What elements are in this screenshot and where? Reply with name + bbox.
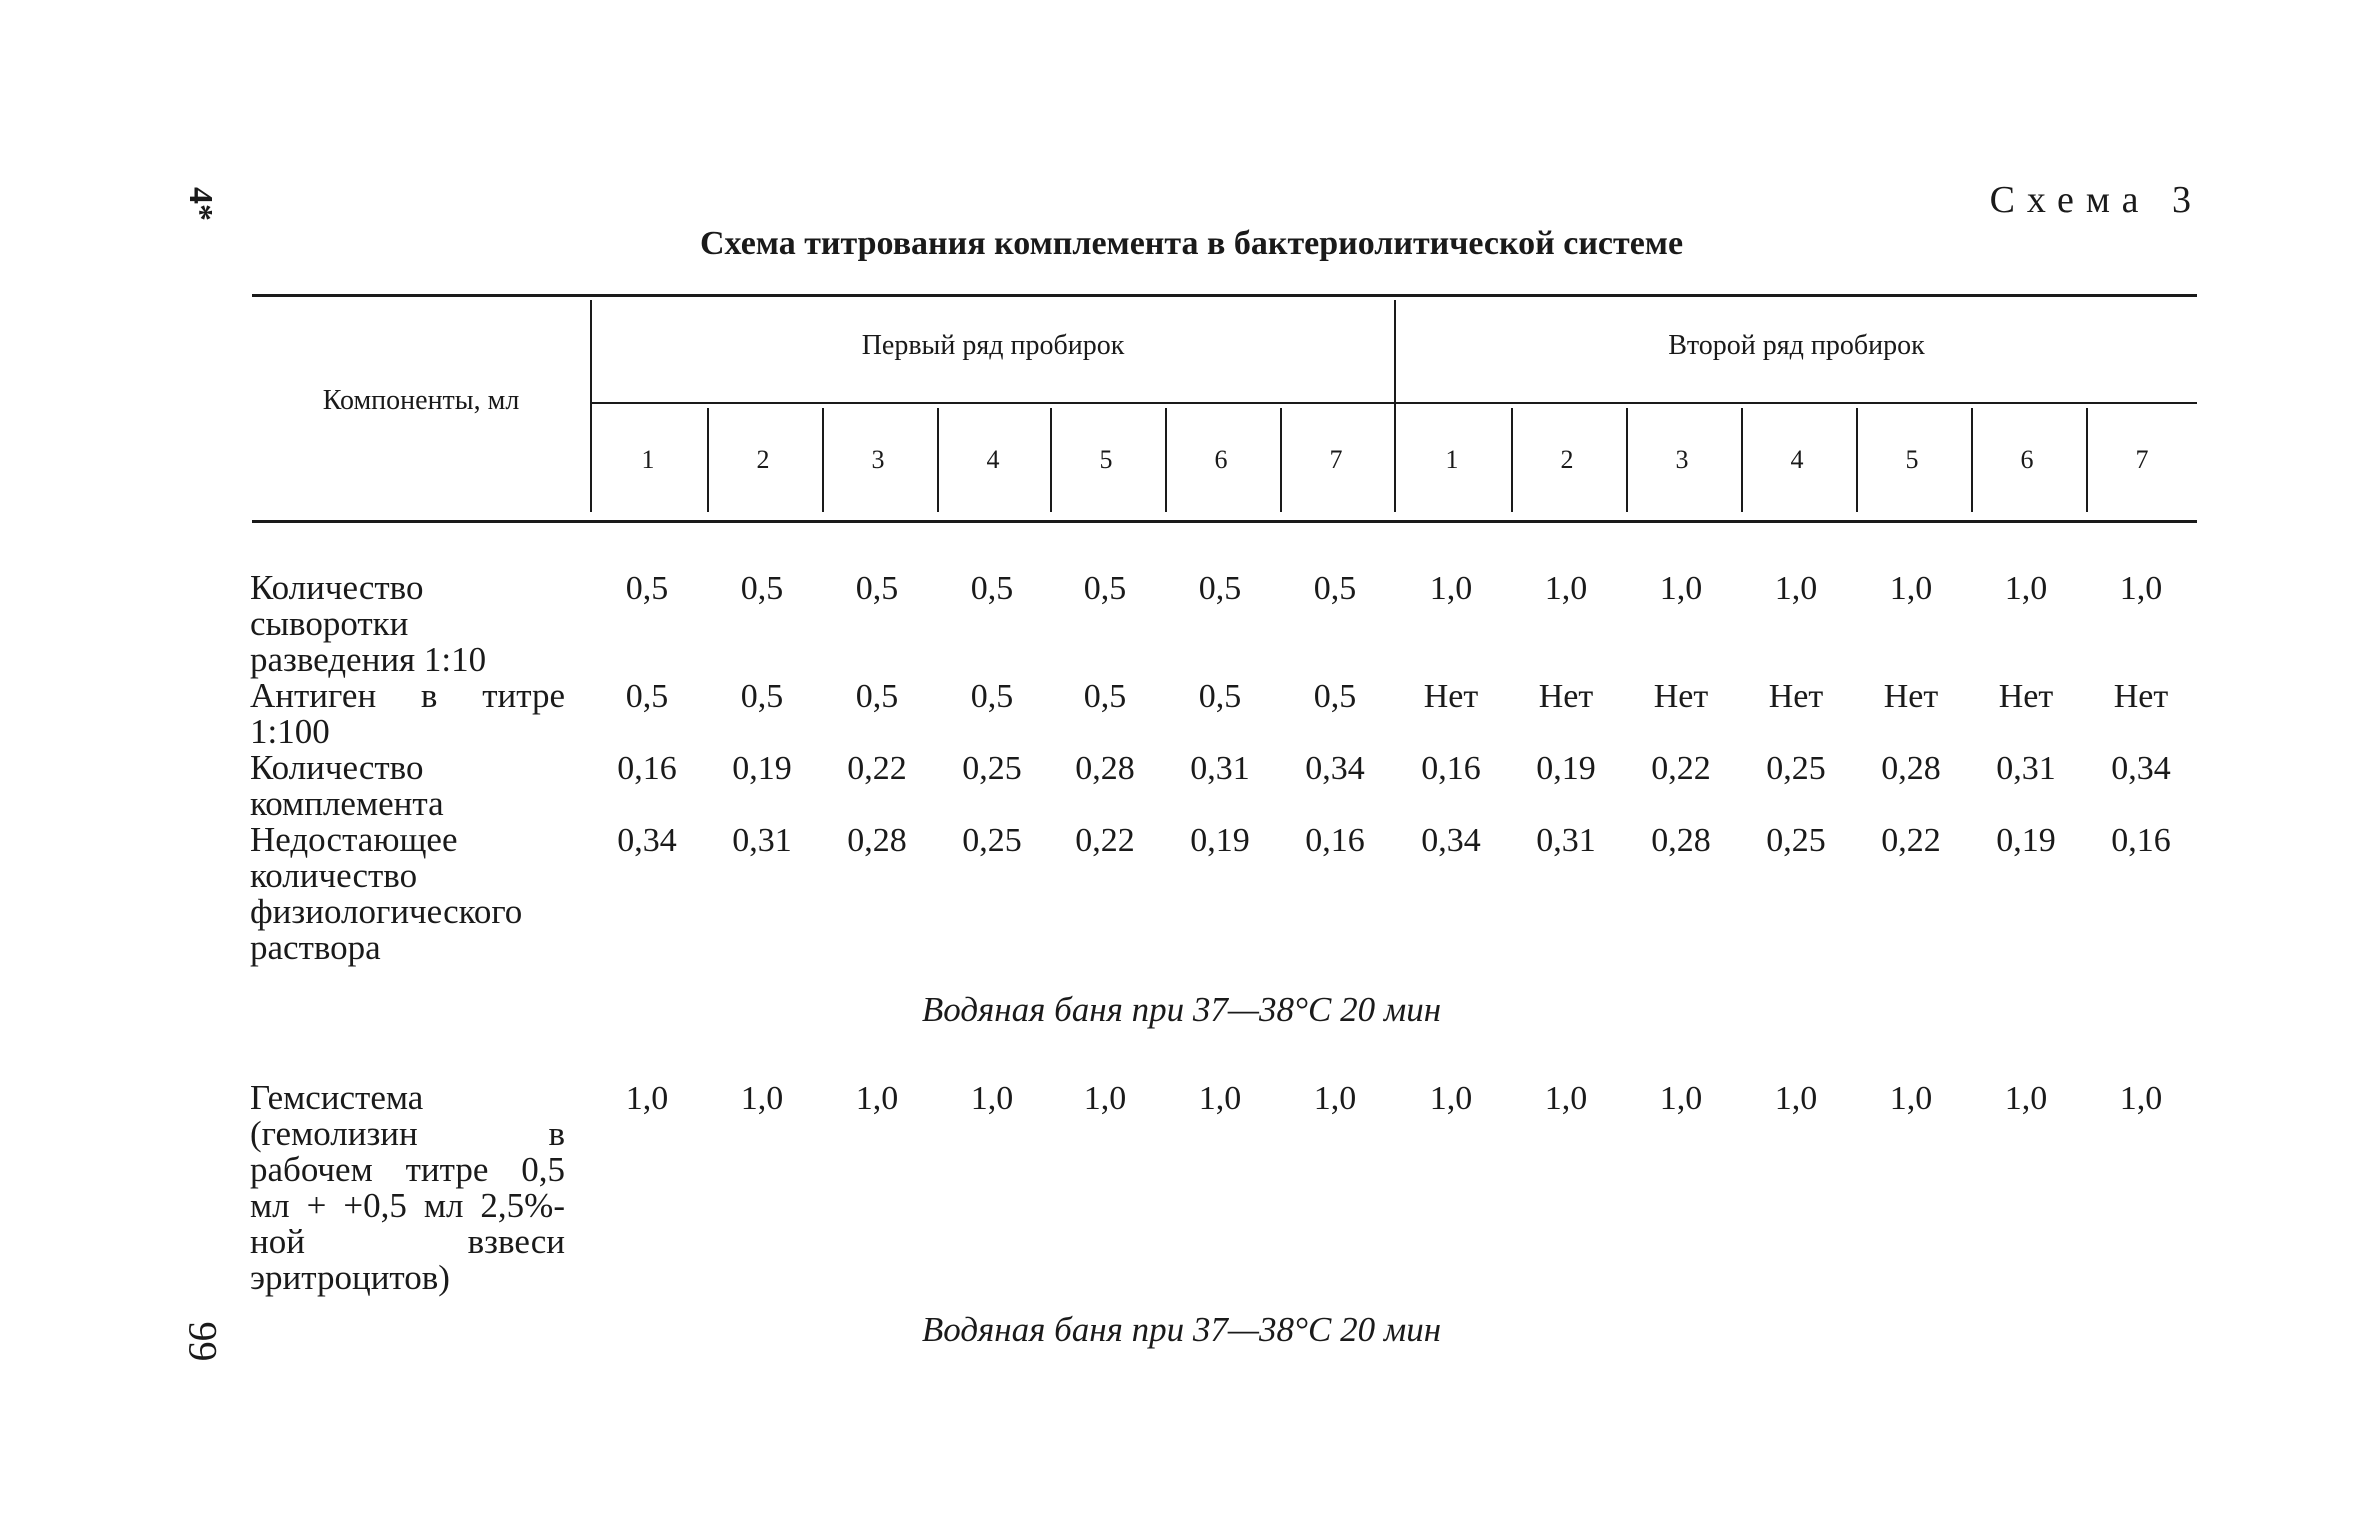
table-cell: 1,0: [2119, 570, 2163, 607]
page-side-mark: 4*: [182, 187, 219, 221]
table-cell: 0,22: [1075, 822, 1135, 859]
table-column-divider: [1741, 408, 1743, 512]
table-cell: 0,16: [2111, 822, 2171, 859]
table-cell: 1,0: [855, 1080, 899, 1117]
row-label-serum: Количество сыворотки разведения 1:10: [250, 568, 487, 679]
table-cell: 0,19: [1190, 822, 1250, 859]
table-cell: 0,5: [740, 570, 784, 607]
table-column-divider: [707, 408, 709, 512]
table-column-divider: [1626, 408, 1628, 512]
table-cell: 0,16: [1305, 822, 1365, 859]
table-cell: 1,0: [1083, 1080, 1127, 1117]
table-header-bottom-rule: [252, 520, 2197, 523]
table-column-divider: [937, 408, 939, 512]
table-cell: 0,5: [740, 678, 784, 715]
table-column-divider: [1050, 408, 1052, 512]
table-cell: 0,28: [1075, 750, 1135, 787]
table-column-divider: [1280, 408, 1282, 512]
group-header-first-row: Первый ряд пробирок: [861, 330, 1125, 361]
table-cell: 0,16: [1421, 750, 1481, 787]
table-column-divider: [1165, 408, 1167, 512]
column-number: 4: [1790, 445, 1804, 474]
table-cell: 0,28: [1651, 822, 1711, 859]
column-number: 5: [1099, 445, 1113, 474]
table-cell: 1,0: [1544, 570, 1588, 607]
table-cell: 1,0: [1889, 570, 1933, 607]
table-cell: 0,25: [962, 822, 1022, 859]
column-number: 4: [986, 445, 1000, 474]
table-cell: 0,31: [1190, 750, 1250, 787]
table-cell: 1,0: [970, 1080, 1014, 1117]
page-number: 99: [180, 1321, 226, 1362]
column-number: 2: [756, 445, 770, 474]
table-cell: 0,28: [1881, 750, 1941, 787]
table-cell: 1,0: [740, 1080, 784, 1117]
table-column-divider: [2086, 408, 2088, 512]
components-header: Компоненты, мл: [322, 385, 520, 416]
table-cell: 0,22: [847, 750, 907, 787]
column-number: 3: [1675, 445, 1689, 474]
table-cell: 1,0: [1198, 1080, 1242, 1117]
table-cell: 0,5: [855, 678, 899, 715]
table-cell: 0,34: [1421, 822, 1481, 859]
table-cell: 0,22: [1881, 822, 1941, 859]
table-cell: 0,25: [1766, 822, 1826, 859]
water-bath-note: Водяная баня при 37—38°С 20 мин: [921, 990, 1442, 1029]
table-cell: 0,5: [1083, 678, 1127, 715]
table-cell: Нет: [1538, 678, 1594, 715]
column-number: 7: [1329, 445, 1343, 474]
table-cell: Нет: [2113, 678, 2169, 715]
table-cell: 0,5: [1313, 570, 1357, 607]
table-cell: 0,34: [617, 822, 677, 859]
table-cell: Нет: [1768, 678, 1824, 715]
row-label-hemosystem: Гемсистема (гемолизин в рабочем титре 0,5 мл + +0,5 мл 2,5%-ной взвеси эритроцитов): [250, 1078, 565, 1297]
table-cell: 0,5: [625, 570, 669, 607]
table-cell: 1,0: [1544, 1080, 1588, 1117]
table-cell: 0,5: [625, 678, 669, 715]
table-column-divider: [1971, 408, 1973, 512]
table-cell: 0,34: [2111, 750, 2171, 787]
table-cell: Нет: [1653, 678, 1709, 715]
group-header-second-row: Второй ряд пробирок: [1668, 330, 1925, 361]
table-cell: Нет: [1423, 678, 1479, 715]
table-cell: 0,5: [1083, 570, 1127, 607]
row-label-antigen: Антиген в титре 1:100: [250, 676, 565, 751]
table-cell: 0,5: [1198, 570, 1242, 607]
column-number: 2: [1560, 445, 1574, 474]
row-label-saline: Недостающее количество физиологического раствора: [250, 820, 523, 967]
row-label-complement: Количество комплемента: [250, 748, 444, 823]
table-cell: 1,0: [1774, 570, 1818, 607]
table-cell: 0,5: [855, 570, 899, 607]
table-cell: 0,34: [1305, 750, 1365, 787]
table-cell: 0,25: [1766, 750, 1826, 787]
table-cell: Нет: [1998, 678, 2054, 715]
table-cell: 0,28: [847, 822, 907, 859]
column-number: 1: [1445, 445, 1459, 474]
column-number: 5: [1905, 445, 1919, 474]
table-cell: 0,31: [732, 822, 792, 859]
table-cell: 0,5: [1198, 678, 1242, 715]
table-cell: 1,0: [1429, 1080, 1473, 1117]
table-cell: 0,19: [1536, 750, 1596, 787]
table-top-rule: [252, 294, 2197, 297]
table-cell: Нет: [1883, 678, 1939, 715]
table-cell: 1,0: [1889, 1080, 1933, 1117]
table-cell: 1,0: [625, 1080, 669, 1117]
table-cell: 0,16: [617, 750, 677, 787]
table-cell: 1,0: [2119, 1080, 2163, 1117]
table-column-divider: [1856, 408, 1858, 512]
table-cell: 0,31: [1996, 750, 2056, 787]
table-column-divider: [822, 408, 824, 512]
water-bath-note: Водяная баня при 37—38°С 20 мин: [921, 1310, 1442, 1349]
table-cell: 0,19: [1996, 822, 2056, 859]
table-cell: 1,0: [1313, 1080, 1357, 1117]
column-number: 3: [871, 445, 885, 474]
table-cell: 1,0: [1659, 570, 1703, 607]
table-cell: 0,5: [1313, 678, 1357, 715]
column-number: 7: [2135, 445, 2149, 474]
table-cell: 0,19: [732, 750, 792, 787]
table-cell: 1,0: [1659, 1080, 1703, 1117]
table-cell: 0,5: [970, 678, 1014, 715]
column-number: 1: [641, 445, 655, 474]
table-cell: 0,5: [970, 570, 1014, 607]
table-cell: 1,0: [2004, 570, 2048, 607]
table-cell: 1,0: [2004, 1080, 2048, 1117]
table-column-divider: [1511, 408, 1513, 512]
table-cell: 1,0: [1774, 1080, 1818, 1117]
table-cell: 0,25: [962, 750, 1022, 787]
table-cell: 0,22: [1651, 750, 1711, 787]
table-cell: 0,31: [1536, 822, 1596, 859]
column-number: 6: [2020, 445, 2034, 474]
page-title: Схема титрования комплемента в бактериолитической системе: [700, 225, 1684, 262]
column-number: 6: [1214, 445, 1228, 474]
table-cell: 1,0: [1429, 570, 1473, 607]
scheme-label: Схема 3: [1989, 179, 2203, 221]
